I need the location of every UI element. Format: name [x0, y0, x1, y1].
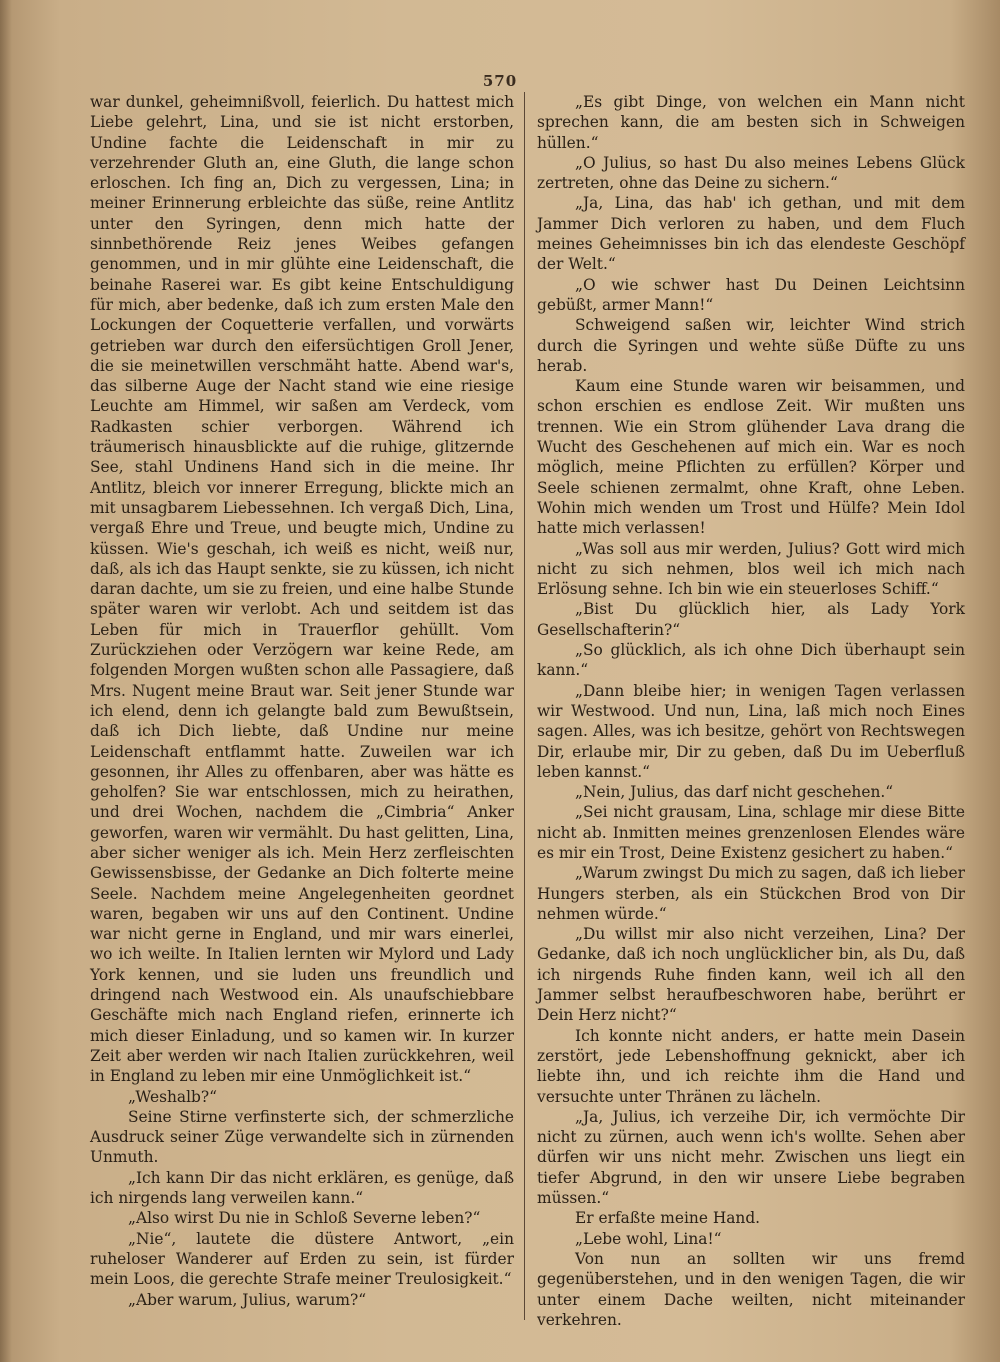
page-number: 570	[482, 72, 518, 90]
column-divider	[524, 92, 525, 1320]
paragraph: „Lebe wohl, Lina!“	[575, 1229, 722, 1248]
paragraph: war dunkel, geheimnißvoll, feierlich. Du hattest mich Liebe gelehrt, Lina, und sie ist nicht erstorben, Undine fachte die Leidenschaft in mir zu verzehrender Gluth an, eine Gluth, die lange schon erloschen. Ich fing an, Dich zu vergessen, Lina; in meiner Erinnerung erbleichte das süße, reine Antlitz unter den Syringen, denn mich hatte der sinnbethörende Reiz jenes Weibes gefangen genommen, und in mir glühte eine Leidenschaft, die beinahe Raserei war. Es gibt keine Entschuldigung für mich, aber bedenke, daß ich zum ersten Male den Lockungen der Coquetterie verfallen, und vorwärts getrieben war durch den eifersüchtigen Groll Jener, die sie meinetwillen verschmäht hatte. Abend war's, das silberne Auge der Nacht stand wie eine riesige Leuchte am Himmel, wir saßen am Verdeck, vom Radkasten schier verborgen. Während ich träumerisch hinausblickte auf die ruhige, glitzernde See, stahl Undinens Hand sich in die meine. Ihr Antlitz, bleich vor innerer Erregung, blickte mich an mit unsagbarem Liebessehnen. Ich vergaß Dich, Lina, vergaß Ehre und Treue, und beugte mich, Undine zu küssen. Wie's geschah, ich weiß es nicht, weiß nur, daß, als ich das Haupt senkte, sie zu küssen, ich nicht daran dachte, um sie zu freien, und eine halbe Stunde später waren wir verlobt. Ach und seitdem ist das Leben für mich in Trauerflor gehüllt. Vom Zurückziehen oder Verzögern war keine Rede, am folgenden Morgen wußten schon alle Passagiere, daß Mrs. Nugent meine Braut war. Seit jener Stunde war ich elend, denn ich gelangte bald zum Bewußtsein, daß ich Dich liebte, daß Undine nur meine Leidenschaft entflammt hatte. Zuweilen war ich gesonnen, ihr Alles zu offenbaren, aber was hätte es geholfen? Sie war entschlossen, mich zu heirathen, und drei Wochen, nachdem die „Cimbria“ Anker geworfen, waren wir vermählt. Du hast gelitten, Lina, aber sicher weniger als ich. Mein Herz zerfleischten Gewissensbisse, der Gedanke an Dich folterte meine Seele. Nachdem meine Angelegenheiten geordnet waren, begaben wir uns auf den Continent. Undine war nicht gerne in England, und mir wars einerlei, wo ich weilte. In Italien lernten wir Mylord und Lady York kennen, und sie luden uns freundlich und dringend nach Westwood ein. Als unaufschiebbare Geschäfte mich nach England riefen, erinnerte ich mich dieser Einladung, und so kamen wir. In kurzer Zeit aber werden wir nach Italien zurückkehren, weil in England zu leben mir eine Unmöglichkeit ist.“	[90, 93, 514, 1086]
paragraph: „Weshalb?“	[128, 1087, 217, 1106]
paragraph: „Was soll aus mir werden, Julius? Gott wird mich nicht zu sich nehmen, blos weil ich mich nach Erlösung sehne. Ich bin wie ein steuerloses Schiff.“	[537, 539, 965, 599]
paragraph: „So glücklich, als ich ohne Dich überhaupt sein kann.“	[537, 641, 965, 680]
paragraph: „Ja, Lina, das hab' ich gethan, und mit dem Jammer Dich verloren zu haben, und dem Fluch meines Geheimnisses bin ich das elendeste Geschöpf der Welt.“	[537, 194, 965, 274]
paragraph: Schweigend saßen wir, leichter Wind strich durch die Syringen und wehte süße Düfte zu uns herab.	[537, 316, 965, 375]
paragraph: „Bist Du glücklich hier, als Lady York Gesellschafterin?“	[537, 600, 965, 639]
paragraph: „Du willst mir also nicht verzeihen, Lina? Der Gedanke, daß ich noch unglücklicher bin, als Du, daß ich nirgends Ruhe finden kann, weil ich all den Jammer selbst heraufbeschworen habe, berührt er Dein Herz nicht?“	[537, 925, 965, 1025]
paragraph: Er erfaßte meine Hand.	[575, 1209, 761, 1228]
paragraph: „Nein, Julius, das darf nicht geschehen.“	[575, 783, 894, 802]
paragraph: „Aber warum, Julius, warum?“	[128, 1290, 367, 1309]
paragraph: „Also wirst Du nie in Schloß Severne leben?“	[128, 1209, 481, 1228]
paragraph: Kaum eine Stunde waren wir beisammen, und schon erschien es endlose Zeit. Wir mußten uns trennen. Wie ein Strom glühender Lava drang die Wucht des Geschehenen auf mich ein. War es noch möglich, meine Pflichten zu erfüllen? Körper und Seele schienen zermalmt, ohne Kraft, ohne Leben. Wohin mich wenden um Trost und Hülfe? Mein Idol hatte mich verlassen!	[537, 377, 965, 538]
paragraph: „Sei nicht grausam, Lina, schlage mir diese Bitte nicht ab. Inmitten meines grenzenlosen Elendes wäre es mir ein Trost, Deine Existenz gesichert zu haben.“	[537, 803, 965, 862]
right-column	[537, 92, 965, 1330]
paragraph: „O Julius, so hast Du also meines Lebens Glück zertreten, ohne das Deine zu sichern.“	[537, 153, 965, 193]
paragraph: Von nun an sollten wir uns fremd gegenüberstehen, und in den wenigen Tagen, die wir unter einem Dache weilten, nicht miteinander verkehren.	[537, 1249, 965, 1329]
paragraph: Ich konnte nicht anders, er hatte mein Dasein zerstört, jede Lebenshoffnung geknickt, aber ich liebte ihn, und ich reichte ihm die Hand und versuchte unter Thränen zu lächeln.	[537, 1026, 965, 1106]
paragraph: „Warum zwingst Du mich zu sagen, daß ich lieber Hungers sterben, als ein Stückchen Brod von Dir nehmen würde.“	[537, 864, 965, 923]
paragraph: Seine Stirne verfinsterte sich, der schmerzliche Ausdruck seiner Züge verwandelte sich in zürnenden Unmuth.	[90, 1107, 514, 1167]
left-column	[90, 92, 514, 1310]
paragraph: „Es gibt Dinge, von welchen ein Mann nicht sprechen kann, die am besten sich in Schweigen hüllen.“	[537, 93, 965, 152]
page-left-shadow	[0, 0, 12, 1362]
paragraph: „Nie“, lautete die düstere Antwort, „ein ruheloser Wanderer auf Erden zu sein, ist fürder mein Loos, die gerechte Strafe meiner Treulosigkeit.“	[90, 1229, 514, 1289]
paragraph: „O wie schwer hast Du Deinen Leichtsinn gebüßt, armer Mann!“	[537, 275, 965, 314]
paragraph: „Dann bleibe hier; in wenigen Tagen verlassen wir Westwood. Und nun, Lina, laß mich noch Eines sagen. Alles, was ich besitze, gehört von Rechtswegen Dir, erlaube mir, Dir zu geben, daß Du im Ueberfluß leben kannst.“	[537, 681, 965, 781]
paragraph: „Ich kann Dir das nicht erklären, es genüge, daß ich nirgends lang verweilen kann.“	[90, 1168, 514, 1208]
paragraph: „Ja, Julius, ich verzeihe Dir, ich vermöchte Dir nicht zu zürnen, auch wenn ich's wollte. Sehen aber dürfen wir uns nicht mehr. Zwischen uns liegt ein tiefer Abgrund, in den wir unsere Liebe begraben müssen.“	[537, 1107, 965, 1208]
